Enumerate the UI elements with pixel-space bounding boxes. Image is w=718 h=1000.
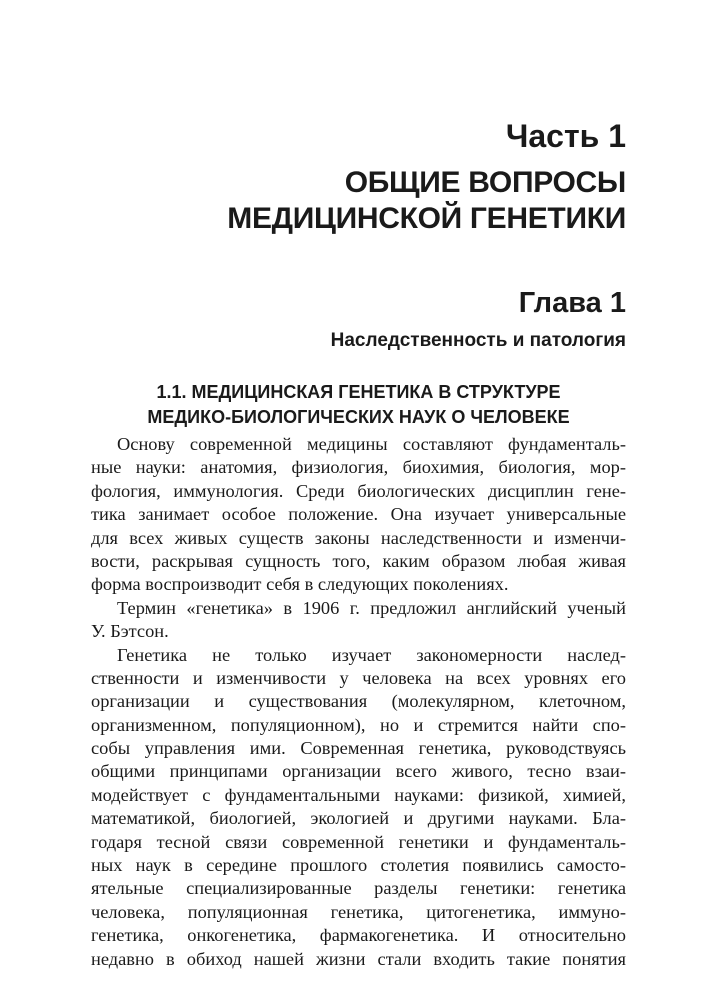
- body-line: годаря тесной связи современной генетики и фундаменталь-: [91, 831, 626, 852]
- body-line: ных наук в середине прошлого столетия появились самосто-: [91, 855, 626, 876]
- part-label: Часть 1: [505, 118, 626, 154]
- body-line: модействует с фундаментальными науками: физикой, химией,: [91, 784, 626, 805]
- body-line: тика занимает особое положение. Она изучает универсальные: [91, 504, 626, 525]
- body-line: собы управления ими. Современная генетика, руководствуясь: [91, 738, 626, 759]
- part-title-line-2: МЕДИЦИНСКОЙ ГЕНЕТИКИ: [227, 202, 626, 235]
- body-line: вости, раскрывая сущность того, каким образом любая живая: [91, 550, 626, 571]
- body-line: Генетика не только изучает закономерности наслед-: [117, 644, 626, 665]
- body-line: Основу современной медицины составляют фундаменталь-: [117, 434, 626, 454]
- body-line: ственности и изменчивости у человека на всех уровнях его: [91, 667, 626, 688]
- body-line: генетика, онкогенетика, фармакогенетика. И относительно: [91, 925, 626, 946]
- chapter-title: Наследственность и патология: [330, 330, 626, 351]
- body-line: Термин «генетика» в 1906 г. предложил английский ученый: [117, 597, 626, 618]
- body-line: общими принципами организации всего живого, тесно взаи-: [91, 761, 626, 782]
- book-page: [91, 0, 626, 1000]
- body-line: человека, популяционная генетика, цитогенетика, иммуно-: [91, 901, 626, 922]
- body-line: фология, иммунология. Среди биологических дисциплин гене-: [91, 480, 626, 501]
- part-title-line-1: ОБЩИЕ ВОПРОСЫ: [344, 166, 626, 199]
- body-line: математикой, биологией, экологией и другими науками. Бла-: [91, 808, 626, 829]
- body-line: для всех живых существ законы наследственности и изменчи-: [91, 527, 626, 548]
- body-line: ятельные специализированные разделы генетики: генетика: [91, 878, 626, 899]
- section-heading-line-2: МЕДИКО-БИОЛОГИЧЕСКИХ НАУК О ЧЕЛОВЕКЕ: [147, 407, 570, 427]
- body-line: форма воспроизводит себя в следующих поколениях.: [91, 574, 509, 595]
- body-text: [91, 433, 626, 971]
- section-heading: [91, 380, 626, 430]
- section-heading-line-1: 1.1. МЕДИЦИНСКАЯ ГЕНЕТИКА В СТРУКТУРЕ: [156, 382, 561, 402]
- body-line: организменном, популяционном), но и стремится найти спо-: [91, 714, 626, 735]
- part-title: [227, 165, 626, 237]
- chapter-label: Глава 1: [518, 287, 626, 319]
- body-line: организации и существования (молекулярном, клеточном,: [91, 691, 626, 712]
- body-line: ные науки: анатомия, физиология, биохимия, биология, мор-: [91, 457, 626, 478]
- body-line: У. Бэтсон.: [91, 621, 169, 642]
- body-line: недавно в обиход нашей жизни стали входить такие понятия: [91, 948, 626, 969]
